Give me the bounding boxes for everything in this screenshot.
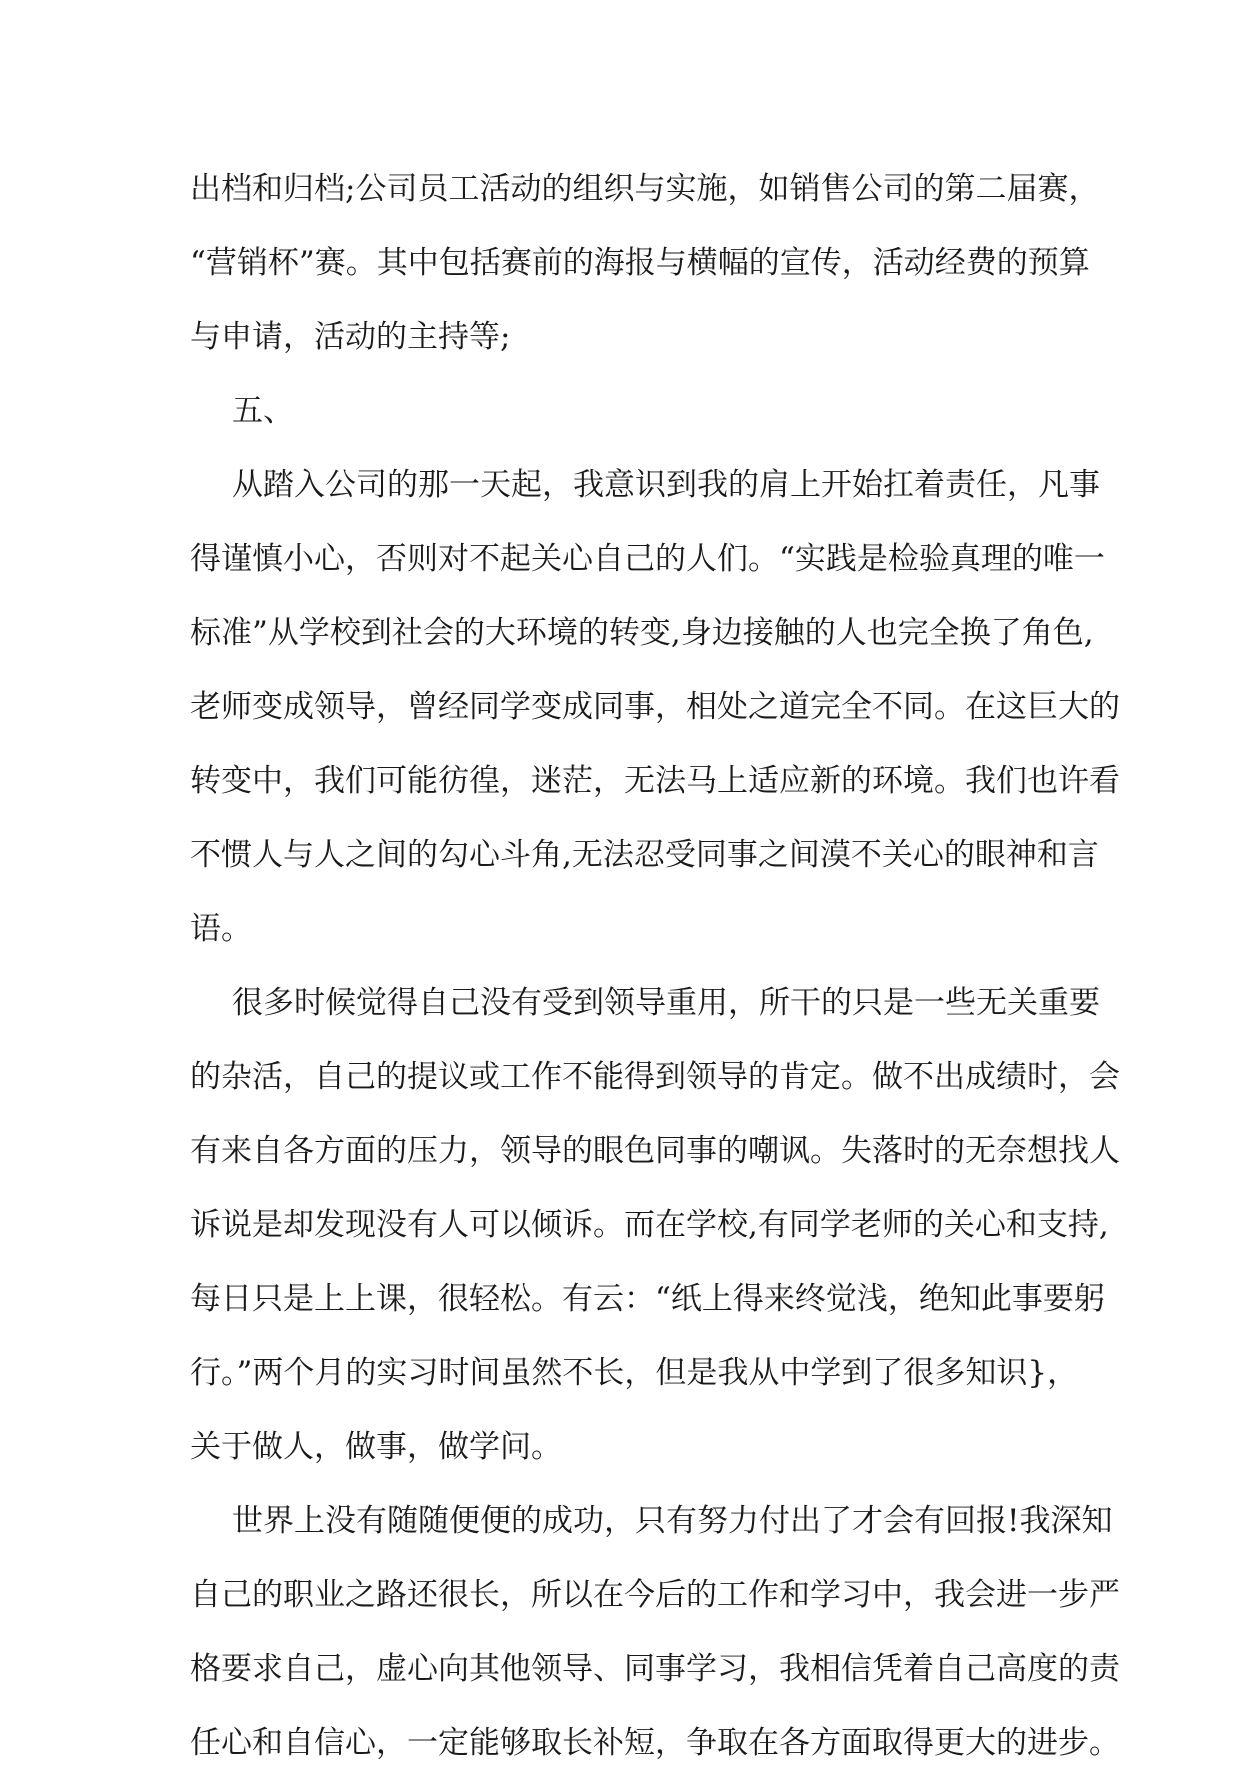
text-line: 的杂活，自己的提议或工作不能得到领导的肯定。做不出成绩时，会 (190, 1059, 1120, 1095)
text-line: 每日只是上上课，很轻松。有云：“纸上得来终觉浅，绝知此事要躬 (190, 1281, 1105, 1317)
text-line: 行。”两个月的实习时间虽然不长，但是我从中学到了很多知识}， (190, 1355, 1079, 1391)
text-line: 任心和自信心，一定能够取长补短，争取在各方面取得更大的进步。 (190, 1725, 1120, 1761)
text-line: 语。 (190, 911, 252, 947)
section-heading (190, 374, 1070, 448)
text-line: 标准”从学校到社会的大环境的转变,身边接触的人也完全换了角色, (190, 615, 1094, 651)
text-line: 老师变成领导，曾经同学变成同事，相处之道完全不同。在这巨大的 (190, 689, 1120, 725)
text-line: 得谨慎小心，否则对不起关心自己的人们。“实践是检验真理的唯一 (190, 541, 1105, 577)
text-line: 格要求自己，虚心向其他领导、同事学习，我相信凭着自己高度的责 (190, 1651, 1120, 1687)
paragraph (190, 152, 1100, 374)
paragraph (190, 966, 1120, 1484)
text-line: 不惯人与人之间的勾心斗角,无法忍受同事之间漠不关心的眼神和言 (190, 837, 1099, 873)
text-line: 诉说是却发现没有人可以倾诉。而在学校,有同学老师的关心和支持, (190, 1207, 1109, 1243)
text-line: 有来自各方面的压力，领导的眼色同事的嘲讽。失落时的无奈想找人 (190, 1133, 1120, 1169)
text-line: 从踏入公司的那一天起，我意识到我的肩上开始扛着责任，凡事 (232, 467, 1100, 503)
paragraph (190, 1484, 1120, 1780)
paragraph (190, 448, 1120, 966)
text-line: 五、 (232, 393, 294, 429)
text-line: 关于做人，做事，做学问。 (190, 1429, 562, 1465)
text-line: 转变中，我们可能彷徨，迷茫，无法马上适应新的环境。我们也许看 (190, 763, 1120, 799)
text-line: 世界上没有随随便便的成功，只有努力付出了才会有回报!我深知 (232, 1503, 1113, 1539)
document-body (190, 152, 1120, 1780)
text-line: 与申请，活动的主持等; (190, 319, 511, 355)
text-line: 自己的职业之路还很长，所以在今后的工作和学习中，我会进一步严 (190, 1577, 1120, 1613)
text-line: “营销杯”赛。其中包括赛前的海报与横幅的宣传，活动经费的预算 (190, 245, 1090, 281)
text-line: 出档和归档;公司员工活动的组织与实施，如销售公司的第二届赛， (190, 171, 1100, 207)
text-line: 很多时候觉得自己没有受到领导重用，所干的只是一些无关重要 (232, 985, 1100, 1021)
